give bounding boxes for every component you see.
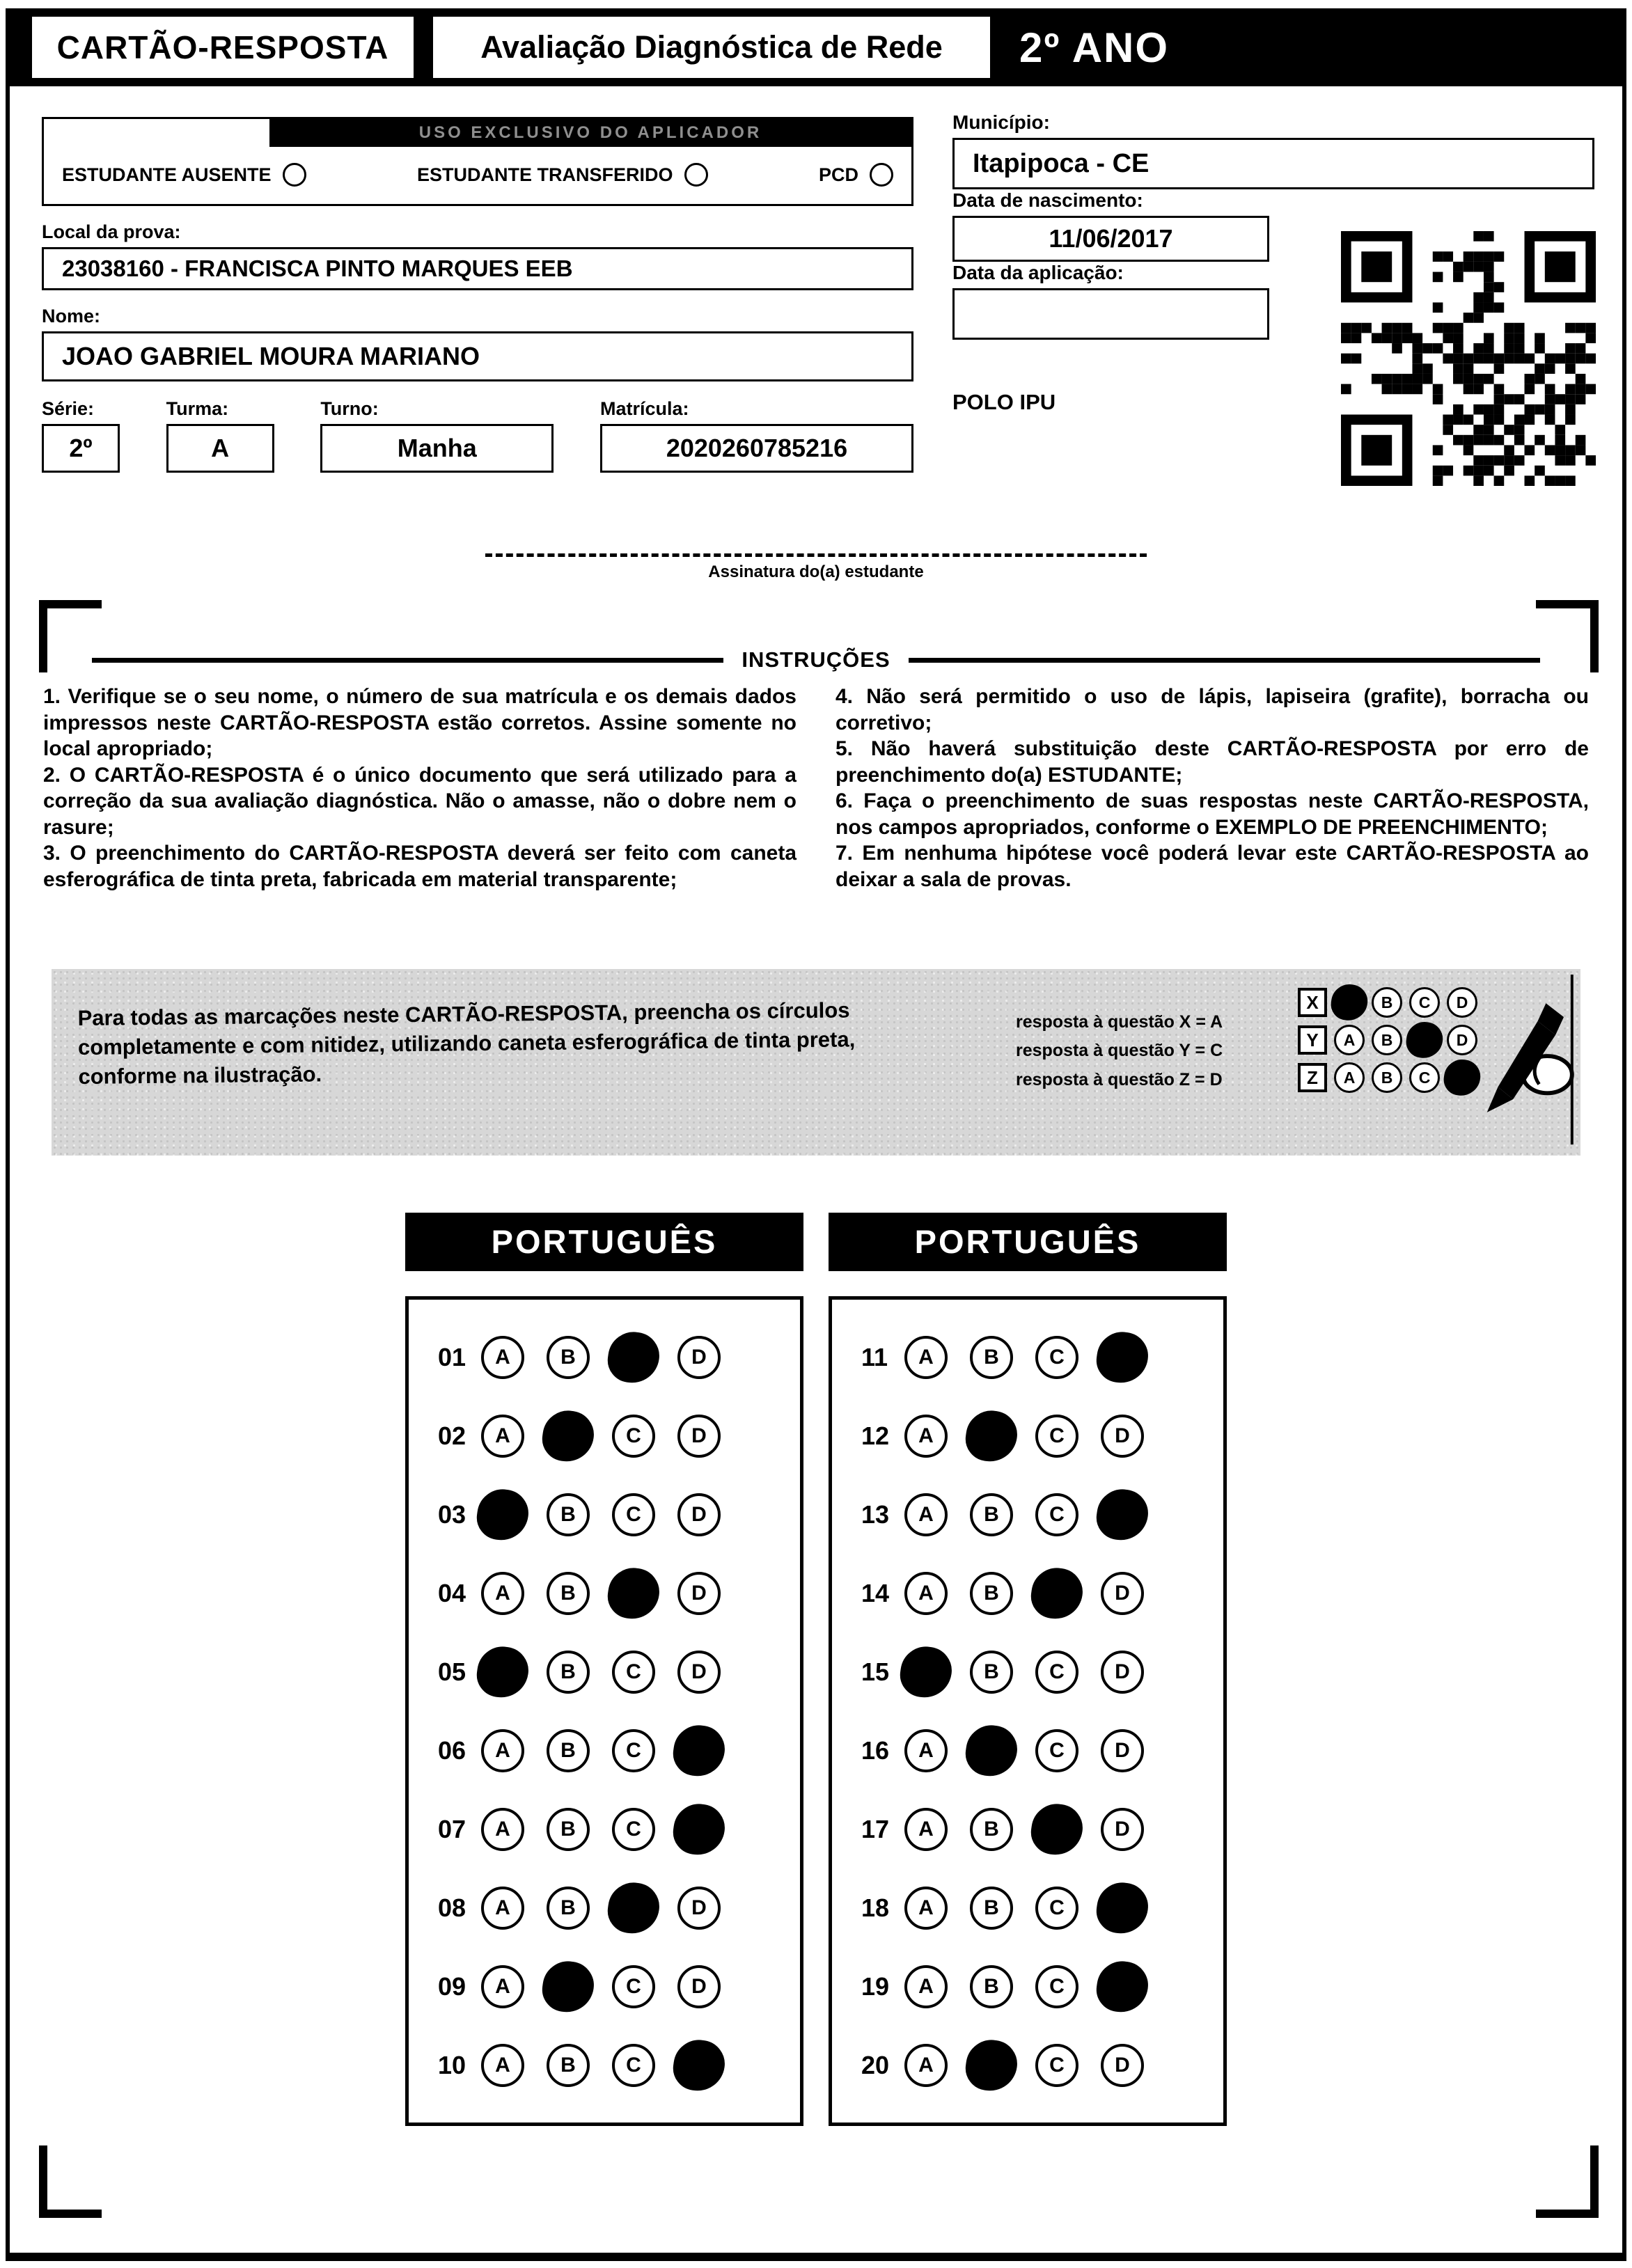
answer-row — [409, 1396, 800, 1475]
example-bubble: B — [1372, 1025, 1402, 1055]
answer-bubble-10-C[interactable]: C — [612, 2044, 655, 2087]
nascimento-value-box: 11/06/2017 — [952, 216, 1269, 262]
question-number: 18 — [861, 1893, 890, 1922]
nome-value-box: JOAO GABRIEL MOURA MARIANO — [42, 331, 913, 381]
answer-bubble-06-C[interactable]: C — [612, 1729, 655, 1772]
answer-bubble-18-C[interactable]: C — [1035, 1887, 1078, 1930]
answer-bubble-18-D[interactable] — [1094, 1879, 1152, 1937]
question-number: 10 — [438, 2050, 466, 2079]
example-bubble: B — [1372, 1062, 1402, 1093]
answer-bubble-13-B[interactable]: B — [970, 1493, 1013, 1536]
municipio-value-box: Itapipoca - CE — [952, 138, 1594, 189]
answer-row — [409, 1475, 800, 1554]
answer-row — [409, 1554, 800, 1632]
aplicador-option-label: ESTUDANTE AUSENTE — [62, 164, 272, 185]
answer-bubble-13-D[interactable] — [1094, 1486, 1152, 1543]
fill-example-grid — [1298, 987, 1477, 1100]
answer-bubble-01-A[interactable]: A — [481, 1336, 524, 1379]
answer-bubble-16-D[interactable]: D — [1101, 1729, 1144, 1772]
example-row-label: Y — [1298, 1025, 1327, 1055]
instructions-title-row — [43, 647, 1589, 672]
aplicador-option-bubble[interactable] — [870, 163, 893, 187]
crop-mark-bottom-left — [39, 2145, 102, 2218]
answer-bubble-07-B[interactable]: B — [547, 1808, 590, 1851]
answer-bubble-08-B[interactable]: B — [547, 1887, 590, 1930]
question-number: 03 — [438, 1499, 466, 1529]
answer-row — [409, 1868, 800, 1947]
answer-row — [832, 1318, 1223, 1396]
answer-bubble-19-A[interactable]: A — [904, 1965, 948, 2008]
answer-bubble-01-D[interactable]: D — [677, 1336, 721, 1379]
matricula-label: Matrícula: — [599, 398, 689, 419]
answer-bubble-19-D[interactable] — [1094, 1958, 1152, 2015]
signature-label: Assinatura do(a) estudante — [708, 562, 924, 581]
question-number: 01 — [438, 1342, 466, 1371]
example-bubble: D — [1447, 987, 1477, 1018]
answer-bubble-05-D[interactable]: D — [677, 1651, 721, 1694]
answer-row — [832, 1475, 1223, 1554]
qr-code — [1341, 231, 1596, 486]
answer-bubble-12-D[interactable]: D — [1101, 1415, 1144, 1458]
municipio-label: Município: — [952, 111, 1050, 133]
legend-line: resposta à questão X = A — [1016, 1012, 1223, 1032]
example-row — [1298, 987, 1477, 1018]
serie-turma-turno-matricula-row — [42, 383, 913, 473]
answer-bubble-04-D[interactable]: D — [677, 1572, 721, 1615]
answer-bubble-17-A[interactable]: A — [904, 1808, 948, 1851]
legend-line: resposta à questão Y = C — [1016, 1041, 1223, 1061]
serie-label: Série: — [42, 398, 95, 419]
answer-bubble-11-D[interactable] — [1094, 1328, 1152, 1386]
answer-bubble-12-C[interactable]: C — [1035, 1415, 1078, 1458]
answer-bubble-20-D[interactable]: D — [1101, 2044, 1144, 2087]
answer-row — [832, 2026, 1223, 2104]
answer-bubble-09-D[interactable]: D — [677, 1965, 721, 2008]
answer-bubble-19-B[interactable]: B — [970, 1965, 1013, 2008]
answer-bubble-15-A[interactable] — [897, 1643, 955, 1701]
example-bubble: C — [1409, 1062, 1440, 1093]
aplicador-option-bubble[interactable] — [684, 163, 708, 187]
answer-row — [832, 1632, 1223, 1711]
instruction-item: 2. O CARTÃO-RESPOSTA é o único documento que será utilizado para a correção da sua avaliação diagnóstica. Não o amasse, não o dobre nem o rasure; — [43, 763, 797, 839]
aplicador-option-bubble[interactable] — [283, 163, 306, 187]
answer-bubble-04-A[interactable]: A — [481, 1572, 524, 1615]
answer-bubble-16-B[interactable] — [963, 1722, 1021, 1779]
answer-bubble-05-B[interactable]: B — [547, 1651, 590, 1694]
question-number: 08 — [438, 1893, 466, 1922]
answer-bubble-05-A[interactable] — [474, 1643, 532, 1701]
answer-bubble-03-C[interactable]: C — [612, 1493, 655, 1536]
answer-block-title: PORTUGUÊS — [829, 1213, 1227, 1271]
answer-bubble-02-D[interactable]: D — [677, 1415, 721, 1458]
answer-bubble-18-A[interactable]: A — [904, 1887, 948, 1930]
answer-bubble-09-B[interactable] — [540, 1958, 597, 2015]
question-number: 16 — [861, 1735, 890, 1765]
example-row-label: Z — [1298, 1063, 1327, 1092]
answer-bubble-08-A[interactable]: A — [481, 1887, 524, 1930]
instruction-item: 6. Faça o preenchimento de suas respostas neste CARTÃO-RESPOSTA, nos campos apropriados, conforme o EXEMPLO DE PREENCHIMENTO; — [835, 789, 1589, 839]
answer-row — [832, 1868, 1223, 1947]
question-number: 14 — [861, 1578, 890, 1607]
answer-section — [0, 1213, 1632, 2126]
answer-row — [832, 1396, 1223, 1475]
turno-value-box: Manha — [320, 424, 554, 473]
question-number: 02 — [438, 1421, 466, 1450]
answer-bubble-14-A[interactable]: A — [904, 1572, 948, 1615]
aplicacao-label: Data da aplicação: — [952, 262, 1124, 283]
nome-label: Nome: — [42, 306, 101, 326]
question-number: 15 — [861, 1657, 890, 1686]
answer-row — [832, 1790, 1223, 1868]
fill-instructions-text: Para todas as marcações neste CARTÃO-RESPOSTA, preencha os círculos completamente e com nitidez, utilizando caneta esferográfica de tinta preta, conforme na ilustração. — [77, 998, 856, 1089]
page-header — [6, 8, 1626, 86]
answer-bubble-12-B[interactable] — [963, 1407, 1021, 1465]
question-number: 12 — [861, 1421, 890, 1450]
answer-bubble-03-D[interactable]: D — [677, 1493, 721, 1536]
answer-row — [409, 1947, 800, 2026]
instructions-col-left — [43, 684, 797, 892]
answer-bubble-11-C[interactable]: C — [1035, 1336, 1078, 1379]
serie-value-box: 2º — [42, 424, 120, 473]
question-number: 17 — [861, 1814, 890, 1843]
answer-grid — [405, 1296, 803, 2126]
instruction-item: 5. Não haverá substituição deste CARTÃO-RESPOSTA por erro de preenchimento do(a) ESTUDANTE; — [835, 737, 1589, 787]
answer-bubble-09-C[interactable]: C — [612, 1965, 655, 2008]
turno-label: Turno: — [320, 398, 379, 419]
answer-block-title: PORTUGUÊS — [405, 1213, 803, 1271]
local-value-box: 23038160 - FRANCISCA PINTO MARQUES EEB — [42, 247, 913, 290]
card-title: CARTÃO-RESPOSTA — [32, 17, 414, 78]
answer-bubble-12-A[interactable]: A — [904, 1415, 948, 1458]
answer-bubble-14-B[interactable]: B — [970, 1572, 1013, 1615]
aplicador-box — [42, 117, 913, 206]
answer-block — [829, 1213, 1227, 2126]
question-number: 11 — [861, 1342, 888, 1371]
fill-instructions-box — [52, 969, 1580, 1156]
aplicador-option-label: ESTUDANTE TRANSFERIDO — [417, 164, 673, 185]
crop-mark-bottom-right — [1536, 2145, 1599, 2218]
answer-bubble-19-C[interactable]: C — [1035, 1965, 1078, 2008]
signature-line[interactable] — [485, 553, 1147, 557]
example-bubble: B — [1372, 987, 1402, 1018]
answer-bubble-02-C[interactable]: C — [612, 1415, 655, 1458]
answer-row — [409, 1790, 800, 1868]
answer-bubble-17-B[interactable]: B — [970, 1808, 1013, 1851]
answer-bubble-04-C[interactable] — [605, 1564, 663, 1622]
answer-bubble-15-B[interactable]: B — [970, 1651, 1013, 1694]
answer-bubble-13-A[interactable]: A — [904, 1493, 948, 1536]
answer-bubble-16-C[interactable]: C — [1035, 1729, 1078, 1772]
answer-bubble-07-A[interactable]: A — [481, 1808, 524, 1851]
aplicador-option-label: PCD — [818, 164, 858, 185]
answer-bubble-01-B[interactable]: B — [547, 1336, 590, 1379]
question-number: 13 — [861, 1499, 890, 1529]
example-bubble: A — [1334, 1025, 1365, 1055]
question-number: 06 — [438, 1735, 466, 1765]
answer-row — [832, 1711, 1223, 1790]
answer-bubble-03-A[interactable] — [474, 1486, 532, 1543]
question-number: 05 — [438, 1657, 466, 1686]
answer-row — [409, 1632, 800, 1711]
polo-label: POLO IPU — [952, 390, 1056, 414]
answer-bubble-15-C[interactable]: C — [1035, 1651, 1078, 1694]
answer-bubble-13-C[interactable]: C — [1035, 1493, 1078, 1536]
student-info-section — [42, 117, 913, 473]
aplicador-option-estudante-ausente — [62, 163, 306, 187]
example-bubble: A — [1334, 1062, 1365, 1093]
matricula-value-box: 2020260785216 — [600, 424, 913, 473]
answer-bubble-20-A[interactable]: A — [904, 2044, 948, 2087]
answer-bubble-03-B[interactable]: B — [547, 1493, 590, 1536]
answer-row — [832, 1947, 1223, 2026]
aplicador-option-pcd — [819, 163, 893, 187]
legend-line: resposta à questão Z = D — [1016, 1069, 1223, 1089]
answer-row — [832, 1554, 1223, 1632]
answer-bubble-08-C[interactable] — [605, 1879, 663, 1937]
turma-value-box: A — [166, 424, 274, 473]
answer-bubble-09-A[interactable]: A — [481, 1965, 524, 2008]
answer-bubble-06-D[interactable] — [670, 1722, 728, 1779]
aplicador-bar-title: USO EXCLUSIVO DO APLICADOR — [269, 119, 911, 147]
example-row — [1298, 1062, 1477, 1093]
answer-row — [409, 1318, 800, 1396]
answer-bubble-02-A[interactable]: A — [481, 1415, 524, 1458]
question-number: 04 — [438, 1578, 466, 1607]
question-number: 20 — [861, 2050, 890, 2079]
answer-bubble-11-A[interactable]: A — [904, 1336, 948, 1379]
signature-area — [0, 553, 1632, 582]
answer-bubble-06-B[interactable]: B — [547, 1729, 590, 1772]
instructions-section — [43, 647, 1589, 892]
answer-bubble-06-A[interactable]: A — [481, 1729, 524, 1772]
grade-label: 2º ANO — [1019, 24, 1170, 71]
answer-bubble-10-D[interactable] — [670, 2036, 728, 2094]
answer-bubble-07-C[interactable]: C — [612, 1808, 655, 1851]
answer-bubble-17-C[interactable] — [1028, 1800, 1086, 1858]
answer-bubble-07-D[interactable] — [670, 1800, 728, 1858]
answer-bubble-04-B[interactable]: B — [547, 1572, 590, 1615]
pen-hand-illustration — [1475, 972, 1578, 1150]
divider-line-left — [92, 658, 723, 663]
instruction-item: 1. Verifique se o seu nome, o número de sua matrícula e os demais dados impressos neste CARTÃO-RESPOSTA estão corretos. Assine somente no local apropriado; — [43, 685, 797, 760]
question-number: 19 — [861, 1971, 890, 2001]
answer-bubble-15-D[interactable]: D — [1101, 1651, 1144, 1694]
example-bubble — [1329, 982, 1370, 1023]
answer-bubble-10-B[interactable]: B — [547, 2044, 590, 2087]
aplicacao-value-box[interactable] — [952, 288, 1269, 340]
instructions-title: INSTRUÇÕES — [742, 647, 890, 672]
example-bubble: C — [1409, 987, 1440, 1018]
example-bubble: D — [1447, 1025, 1477, 1055]
example-row — [1298, 1025, 1477, 1055]
question-number: 07 — [438, 1814, 466, 1843]
answer-bubble-10-A[interactable]: A — [481, 2044, 524, 2087]
instruction-item: 4. Não será permitido o uso de lápis, lapiseira (grafite), borracha ou corretivo; — [835, 685, 1589, 734]
aplicador-options-row — [44, 147, 911, 203]
instruction-item: 7. Em nenhuma hipótese você poderá levar este CARTÃO-RESPOSTA ao deixar a sala de provas. — [835, 842, 1589, 891]
answer-bubble-05-C[interactable]: C — [612, 1651, 655, 1694]
answer-row — [409, 2026, 800, 2104]
answer-bubble-18-B[interactable]: B — [970, 1887, 1013, 1930]
answer-bubble-14-C[interactable] — [1028, 1564, 1086, 1622]
answer-bubble-01-C[interactable] — [605, 1328, 663, 1386]
nascimento-label: Data de nascimento: — [952, 189, 1143, 211]
answer-grid — [829, 1296, 1227, 2126]
question-number: 09 — [438, 1971, 466, 2001]
aplicador-option-estudante-transferido — [417, 163, 708, 187]
answer-bubble-17-D[interactable]: D — [1101, 1808, 1144, 1851]
local-label: Local da prova: — [42, 221, 181, 242]
answer-block — [405, 1213, 803, 2126]
answer-row — [409, 1711, 800, 1790]
answer-bubble-14-D[interactable]: D — [1101, 1572, 1144, 1615]
answer-bubble-08-D[interactable]: D — [677, 1887, 721, 1930]
fill-example-legend — [1016, 1008, 1223, 1094]
instruction-item: 3. O preenchimento do CARTÃO-RESPOSTA deverá ser feito com caneta esferográfica de tinta preta, fabricada em material transparente; — [43, 842, 797, 891]
divider-line-right — [909, 658, 1540, 663]
answer-bubble-20-B[interactable] — [963, 2036, 1021, 2094]
example-row-label: X — [1298, 988, 1327, 1017]
assessment-title: Avaliação Diagnóstica de Rede — [433, 17, 990, 78]
example-bubble — [1404, 1020, 1445, 1061]
answer-bubble-16-A[interactable]: A — [904, 1729, 948, 1772]
answer-bubble-02-B[interactable] — [540, 1407, 597, 1465]
turma-label: Turma: — [166, 398, 229, 419]
instructions-col-right — [835, 684, 1589, 892]
answer-bubble-11-B[interactable]: B — [970, 1336, 1013, 1379]
answer-bubble-20-C[interactable]: C — [1035, 2044, 1078, 2087]
